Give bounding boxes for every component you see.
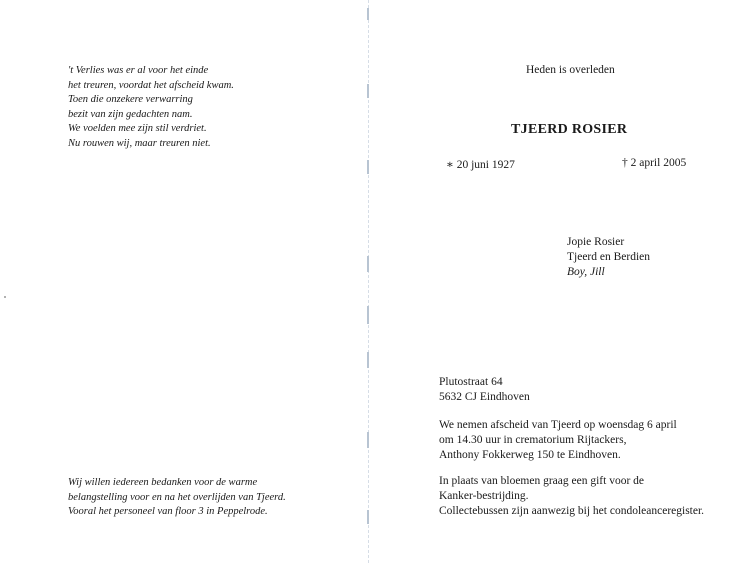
donation-line: Kanker-bestrijding.	[439, 489, 529, 502]
poem-line: We voelden mee zijn stil verdriet.	[68, 123, 207, 135]
spouse-name: Jopie Rosier	[567, 236, 625, 248]
poem-line: 't Verlies was er al voor het einde	[68, 65, 209, 76]
donation-line: In plaats van bloemen graag een gift voor de	[439, 475, 645, 487]
thanks-line: Wij willen iedereen bedanken voor de warme	[68, 477, 258, 488]
address-line: Plutostraat 64	[439, 376, 503, 388]
poem-line: Toen die onzekere verwarring	[68, 94, 193, 106]
ceremony-line: We nemen afscheid van Tjeerd op woensdag 6 april	[439, 419, 677, 431]
ceremony-line: Anthony Fokkerweg 150 te Eindhoven.	[439, 448, 621, 461]
birth-date: ∗ 20 juni 1927	[446, 159, 515, 171]
thanks-line: belangstelling voor en na het overlijden van Tjeerd.	[68, 491, 286, 503]
announcement-heading: Heden is overleden	[526, 64, 615, 76]
thanks-note	[68, 476, 286, 520]
death-date: † 2 april 2005	[622, 157, 687, 169]
ceremony-info	[439, 418, 677, 462]
donation-line: Collectebussen zijn aanwezig bij het condoleanceregister.	[439, 504, 705, 517]
poem-line: het treuren, voordat het afscheid kwam.	[68, 79, 234, 91]
grandchildren-names: Boy, Jill	[567, 266, 605, 278]
poem-line: bezit van zijn gedachten nam.	[68, 108, 193, 120]
children-names: Tjeerd en Berdien	[567, 251, 651, 263]
ceremony-line: om 14.30 uur in crematorium Rijtackers,	[439, 433, 627, 446]
thanks-line: Vooral het personeel van floor 3 in Peppelrode.	[68, 506, 268, 518]
address	[439, 375, 530, 405]
deceased-name: TJEERD ROSIER	[511, 122, 628, 137]
poem	[68, 64, 234, 152]
address-line: 5632 CJ Eindhoven	[439, 390, 530, 403]
poem-line: Nu rouwen wij, maar treuren niet.	[68, 137, 211, 149]
family-names	[567, 235, 650, 280]
donation-info	[439, 474, 704, 518]
